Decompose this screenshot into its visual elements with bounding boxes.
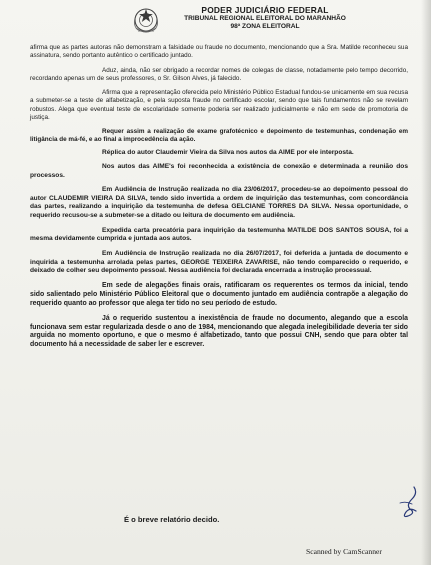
scanner-watermark: Scanned by CamScanner bbox=[306, 547, 382, 556]
paragraph-7: Em Audiência de Instrução realizada no dia 23/06/2017, procedeu-se ao depoimento pessoal do autor CLAUDEMIR VIEIRA DA SILVA, tendo sido invertida a ordem de inquirição das testemunhas, com concordância das partes, realizando a inquirição da testemunha de defesa GELCIANE TORRES DA SILVA. Nessa oportunidade, o requerido recusou-se a submeter-se a ditado ou leitura de documento em audiência. bbox=[30, 186, 408, 220]
header-tribunal-name: TRIBUNAL REGIONAL ELEITORAL DO MARANHÃO bbox=[184, 14, 346, 22]
paragraph-10: Em sede de alegações finais orais, ratificaram os requerentes os termos da inicial, tendo sido salientado pelo Ministério Público Eleitoral que o documento juntado em audiência contrapõe a alegação do requerido quanto ao professor que alega ter tido no seu período de estudo. bbox=[30, 282, 408, 307]
page-edge-shadow bbox=[421, 0, 431, 565]
paragraph-3: Afirma que a representação oferecida pelo Ministério Público Estadual fundou-se unicamente em sua recusa a submeter-se a teste de alfabetização, e pela suposta fraude no certificado escolar, sendo que tais fundamentos não se revelam robustos. Alega que eventual teste de escolaridade somente poderia ser realizado judicialmente e não em sede de promotoria de justiça. bbox=[30, 89, 408, 121]
document-body bbox=[30, 44, 408, 356]
paragraph-9: Em Audiência de Instrução realizada no dia 26/07/2017, foi deferida a juntada de documento e inquirida a testemunha arrolada pelas partes, GEORGE TEIXEIRA ZAVARISE, não tendo comparecido o requerido, e deixado de colher seu depoimento pessoal. Nessa audiência foi declarada encerrada a instrução processual. bbox=[30, 250, 408, 275]
header-zone-name: 98ª ZONA ELEITORAL bbox=[230, 23, 300, 30]
paragraph-8: Expedida carta precatória para inquirição da testemunha MATILDE DOS SANTOS SOUSA, foi a mesma devidamente cumprida e juntada aos autos. bbox=[30, 226, 408, 243]
coat-of-arms-icon bbox=[131, 6, 161, 37]
paragraph-1: afirma que as partes autoras não demonstram a falsidade ou fraude no documento, mencionando que a Sra. Matilde reconheceu sua assinatura, sendo portanto autêntico o certificado juntado. bbox=[30, 44, 408, 60]
paragraph-6: Nos autos das AIME's foi reconhecida a existência de conexão e determinada a reunião dos processos. bbox=[30, 163, 408, 179]
paragraph-5: Réplica do autor Claudemir Vieira da Silva nos autos da AIME por ele interposta. bbox=[102, 149, 354, 157]
closing-sentence: É o breve relatório decido. bbox=[124, 515, 220, 524]
paragraph-4: Requer assim a realização de exame grafotécnico e depoimento de testemunhas, condenação em litigância de má-fé, e ao final a improcedência da ação. bbox=[30, 128, 408, 144]
header-court-name: PODER JUDICIÁRIO FEDERAL bbox=[201, 5, 329, 15]
handwritten-signature-icon bbox=[394, 485, 420, 519]
document-header bbox=[165, 6, 365, 32]
paragraph-11: Já o requerido sustentou a inexistência de fraude no documento, alegando que a escola funcionava sem estar regularizada desde o ano de 1984, mencionando que alegada inelegibilidade deveria ter sido arguida no momento oportuno, e que o mesmo é alfabetizado, tanto que possui CNH, sendo que para obter tal documento há a necessidade de saber ler e escrever. bbox=[30, 314, 408, 349]
paragraph-2: Aduz, ainda, não ser obrigado a recordar nomes de colegas de classe, notadamente pelo tempo decorrido, recordando apenas um de seus professores, o Sr. Gilson Alves, já falecido. bbox=[30, 66, 408, 82]
